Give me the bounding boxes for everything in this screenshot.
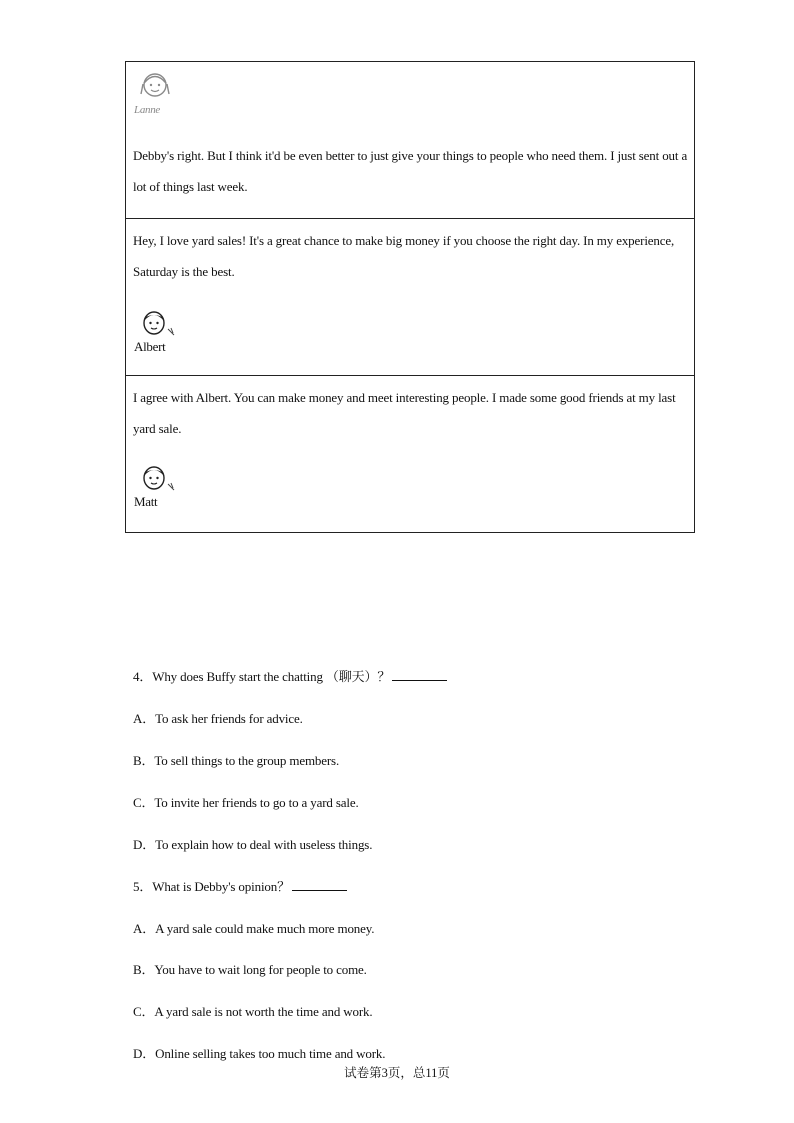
answer-blank-4[interactable] xyxy=(392,668,447,681)
girl-avatar-icon xyxy=(138,72,172,102)
question-5-stem: 5．What is Debby's opinion？ xyxy=(133,879,290,894)
question-4 xyxy=(133,666,447,685)
question-5-option-c: C．A yard sale is not worth the time and work. xyxy=(133,1004,373,1019)
question-5-option-a: A．A yard sale could make much more money. xyxy=(133,921,375,936)
chat-message-albert: Hey, I love yard sales! It's a great chance to make big money if you choose the right day. In my experience, Saturday is the best. xyxy=(133,233,675,279)
avatar-lanne xyxy=(134,72,180,118)
chat-message-matt: I agree with Albert. You can make money and meet interesting people. I made some good friends at my last yard sale. xyxy=(133,390,676,436)
question-4-option-a: A．To ask her friends for advice. xyxy=(133,711,303,726)
avatar-albert xyxy=(134,309,180,355)
answer-blank-5[interactable] xyxy=(292,878,347,891)
question-5-option-b: B．You have to wait long for people to come. xyxy=(133,962,367,977)
avatar-name-lanne: Lanne xyxy=(134,104,161,116)
chat-cell-lanne xyxy=(126,62,694,219)
boy-avatar-icon xyxy=(138,309,178,339)
avatar-name-matt: Matt xyxy=(134,494,158,509)
question-5 xyxy=(133,876,347,895)
chat-cell-matt xyxy=(126,376,694,532)
boy-avatar-icon xyxy=(138,464,178,494)
question-4-option-c: C．To invite her friends to go to a yard sale. xyxy=(133,795,359,810)
chat-cell-albert xyxy=(126,219,694,376)
chat-table xyxy=(125,61,695,533)
question-4-stem: 4．Why does Buffy start the chatting （聊天）？ xyxy=(133,669,391,684)
avatar-matt xyxy=(134,464,180,510)
question-4-option-b: B．To sell things to the group members. xyxy=(133,753,340,768)
avatar-name-albert: Albert xyxy=(134,339,166,354)
question-5-option-d: D．Online selling takes too much time and work. xyxy=(133,1046,386,1061)
question-4-option-d: D．To explain how to deal with useless things. xyxy=(133,837,373,852)
chat-message-lanne: Debby's right. But I think it'd be even better to just give your things to people who need them. I just sent out a lot of things last week. xyxy=(133,148,688,194)
page-footer: 试卷第3页，总11页 xyxy=(344,1066,450,1080)
